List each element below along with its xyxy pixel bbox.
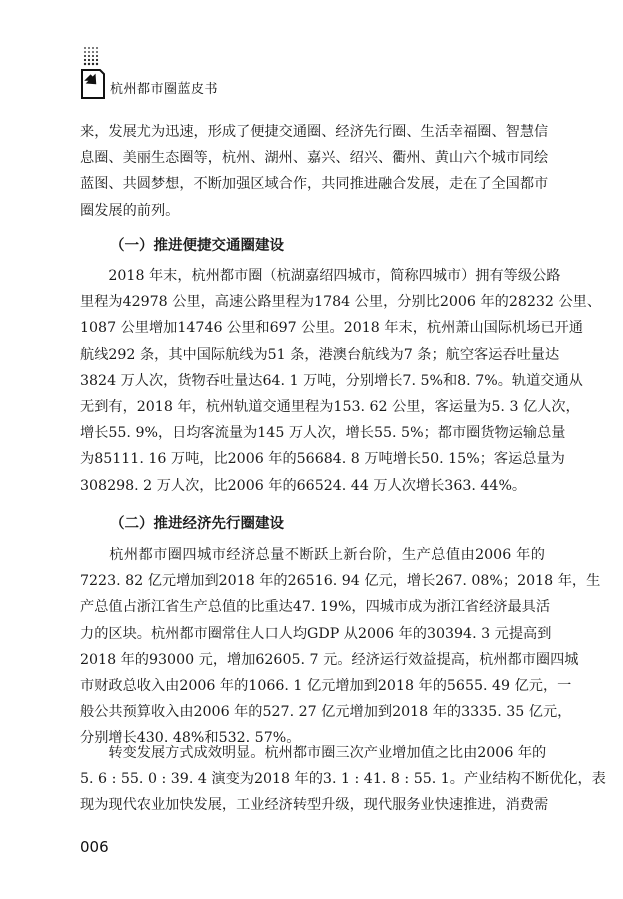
text-line: 2018 年末，杭州都市圈（杭湖嘉绍四城市，简称四城市）拥有等级公路: [80, 268, 561, 284]
book-title: 杭州都市圈蓝皮书: [110, 82, 219, 97]
text-line: 无到有，2018 年，杭州轨道交通里程为153. 62 公里，客运量为5. 3 亿人次，: [80, 398, 580, 415]
book-arrow-logo-icon: [80, 44, 106, 100]
section-heading-transport: （一）推进便捷交通圈建设: [110, 238, 284, 254]
text-line: 市财政总收入由2006 年的1066. 1 亿元增加到2018 年的5655. 49 亿元，一: [80, 677, 572, 694]
section-transport-paragraph: [80, 263, 602, 499]
text-line: 转变发展方式成效明显。杭州都市圈三次产业增加值之比由2006 年的: [80, 745, 547, 761]
text-line: 分别增长430. 48%和532. 57%。: [80, 730, 301, 747]
text-line: 产总值占浙江省生产总值的比重达47. 19%，四城市成为浙江省经济最具活: [80, 599, 551, 616]
text-line: 力的区块。杭州都市圈常住人口人均GDP 从2006 年的30394. 3 元提高到: [80, 625, 552, 642]
section-economy-paragraph-2: [80, 740, 606, 819]
text-line: 蓝图、共圆梦想，不断加强区域合作，共同推进融合发展，走在了全国都市: [80, 176, 549, 193]
text-line: 1087 公里增加14746 公里和697 公里。2018 年末，杭州萧山国际机场已开通: [80, 320, 583, 337]
text-line: 现为现代农业加快发展，工业经济转型升级，现代服务业快速推进，消费需: [80, 797, 549, 814]
text-line: 为85111. 16 万吨，比2006 年的56684. 8 万吨增长50. 15%；客运总量为: [80, 451, 565, 468]
text-line: 增长55. 9%，日均客流量为145 万人次，增长55. 5%；都市圈货物运输总量: [80, 425, 566, 442]
text-line: 2018 年的93000 元，增加62605. 7 元。经济运行效益提高，杭州都市圈四城: [80, 651, 579, 668]
page-number: 006: [80, 838, 109, 856]
text-line: 杭州都市圈四城市经济总量不断跃上新台阶，生产总值由2006 年的: [80, 547, 545, 563]
intro-paragraph: [80, 119, 549, 224]
text-line: 息圈、美丽生态圈等，杭州、湖州、嘉兴、绍兴、衢州、黄山六个城市同绘: [80, 150, 549, 167]
running-header: [80, 44, 280, 104]
text-line: 7223. 82 亿元增加到2018 年的26516. 94 亿元，增长267. 08%；2018 年，生: [80, 573, 601, 590]
text-line: 里程为42978 公里，高速公路里程为1784 公里，分别比2006 年的28232 公里、: [80, 294, 602, 311]
text-line: 3824 万人次，货物吞吐量达64. 1 万吨，分别增长7. 5%和8. 7%。轨道交通从: [80, 372, 583, 389]
text-line: 5. 6 : 55. 0 : 39. 4 演变为2018 年的3. 1 : 41. 8 : 55. 1。产业结构不断优化，表: [80, 771, 606, 788]
text-line: 般公共预算收入由2006 年的527. 27 亿元增加到2018 年的3335. 35 亿元，: [80, 704, 572, 721]
text-line: 来，发展尤为迅速，形成了便捷交通圈、经济先行圈、生活幸福圈、智慧信: [80, 124, 549, 140]
text-line: 圈发展的前列。: [80, 202, 180, 219]
text-line: 308298. 2 万人次，比2006 年的66524. 44 万人次增长363. 44%。: [80, 477, 527, 494]
section-economy-paragraph: [80, 542, 601, 752]
text-line: 航线292 条，其中国际航线为51 条，港澳台航线为7 条；航空客运吞吐量达: [80, 346, 560, 363]
section-heading-economy: （二）推进经济先行圈建设: [110, 516, 284, 532]
